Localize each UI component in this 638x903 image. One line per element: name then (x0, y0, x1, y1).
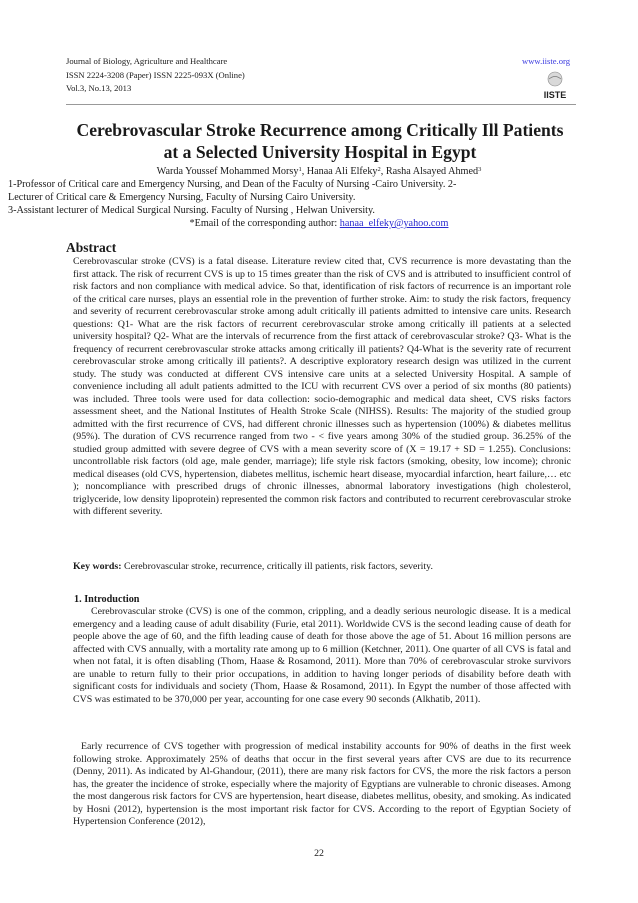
journal-volume: Vol.3, No.13, 2013 (66, 83, 132, 93)
author-3-mark: 3 (478, 166, 482, 173)
author-list (0, 165, 638, 178)
author-1-mark: 1 (298, 166, 302, 173)
abstract-heading: Abstract (66, 240, 117, 255)
author-1: Warda Youssef Mohammed Morsy (156, 166, 299, 177)
page-number: 22 (314, 848, 324, 859)
journal-name: Journal of Biology, Agriculture and Healthcare (66, 56, 228, 66)
keywords (73, 561, 571, 574)
intro-paragraph-2: Early recurrence of CVS together with progression of medical instability accounts for 90% of deaths in the first week following stroke. Approximately 25% of deaths that occur in the first several years after CVS are due to its recurrence (Denny, 2011). As indicated by Al-Ghandour, (2011), there are many risk factors for CVS, the more the risk factors a person has, the greater the incidence of stroke, especially where the majority of Egyptians are vulnerable to chronic diseases. Among the most dangerous risk factors for CVS are hypertension, heart disease, diabetes mellitus, obesity, and smoking. As indicated by Hosni (2012), hypertension is the most important risk factor for CVS. According to the report of Egyptian Society of Hypertension Conference (2012), (73, 741, 571, 827)
abstract-body: Cerebrovascular stroke (CVS) is a fatal disease. Literature review cited that, CVS recurrence is more devastating than the first attack. The risk of recurrent CVS is up to 15 times greater than the risk of CVS and is attributed to insufficient control of risk factors and non compliance with medical advice. So that, identification of risk factors of recurrence is an important role of the critical care nurses, plays an essential role in the prevention of further stroke. Aim: to study the risk factors, frequency and severity of recurrent cerebrovascular stroke among adult critically ill patients admitted to intensive care units. Research questions: Q1- What are the risk factors of recurrent cerebrovascular stroke among critically ill patients at a selected university hospital? Q2- What are the intervals of recurrence from the first attack of cerebrovascular stroke? Q3- What is the frequency of recurrent cerebrovascular stroke attacks among critically ill patients? Q4-What is the severity rate of recurrent cerebrovascular stroke among critically ill patients?. A descriptive exploratory research design was utilized in the current study. The study was conducted at different CVS intensive care units at a selected University Hospital. A sample of convenience including all adult patients admitted to the ICU with recurrent CVS over a period of six months (80 patients) was included. Three tools were used for data collection: socio-demographic and medical data sheet, CVS risks factors assessment sheet, and the National Institutes of Health Stroke Scale (NIHSS). Results: The majority of the studied group admitted with the first recurrence of CVS, had different chronic illnesses such as hypertension (100%) & diabetes mellitus (95%). The duration of CVS recurrence ranged from two - < five years among 30% of the studied group. 36.25% of the studied group admitted with severe degree of CVS with a mean severity score of (X = 19.17 + SD = 1.255). Conclusions: uncontrollable risk factors (old age, male gender, marriage); life style risk factors (smoking, obesity, low income); chronic medical diseases (old CVS, hypertension, diabetes mellitus, ischemic heart disease, myocardial infarction, heart failure,… etc ); noncompliance with prescribed drugs of chronic illnesses, abnormal laboratory investigations (high cholesterol, triglyceride, low density lipoprotein) represented the common risk factors and contributed to recurrent cerebrovascular stroke with different severity. (73, 256, 571, 517)
author-3: , Rasha Alsayed Ahmed (380, 166, 479, 177)
email-link[interactable]: hanaa_elfeky@yahoo.com (339, 218, 449, 229)
keywords-text: Cerebrovascular stroke, recurrence, critically ill patients, risk factors, severity. (121, 561, 433, 572)
affiliation-line-2: Lecturer of Critical care & Emergency Nursing, Faculty of Nursing Cairo University. (8, 192, 356, 203)
title-line-2: at a Selected University Hospital in Egypt (163, 142, 477, 162)
iiste-logo-icon (536, 71, 574, 101)
author-2: , Hanaa Ali Elfeky (301, 166, 378, 177)
affiliation-line-3: 3-Assistant lecturer of Medical Surgical Nursing. Faculty of Nursing , Helwan University. (8, 205, 375, 216)
section-heading-introduction: 1. Introduction (74, 594, 140, 605)
email-prefix: *Email of the corresponding author: (189, 218, 340, 229)
title-line-1: Cerebrovascular Stroke Recurrence among Critically Ill Patients (76, 120, 564, 140)
journal-issn: ISSN 2224-3208 (Paper) ISSN 2225-093X (Online) (66, 69, 245, 80)
journal-url-link[interactable]: www.iiste.org (522, 56, 570, 66)
keywords-label: Key words: (73, 561, 122, 572)
paper-title (30, 119, 610, 163)
logo-text: IISTE (543, 90, 567, 100)
affiliation-line-1: 1-Professor of Critical care and Emergency Nursing, and Dean of the Faculty of Nursing -Cairo University. 2- (8, 179, 457, 190)
corresponding-email (0, 218, 638, 229)
header-rule (66, 104, 576, 105)
journal-info (66, 55, 245, 96)
journal-header (66, 55, 574, 105)
author-2-mark: 2 (377, 166, 381, 173)
intro-paragraph-1: Cerebrovascular stroke (CVS) is one of the common, crippling, and a deadly serious neurologic disease. It is a medical emergency and a leading cause of adult disability (Furie, etal 2011). Worldwide CVS is the second leading cause of death for people above the age of 60, and the fifth leading cause of death for those above the age of 51. About 16 million persons are affected with CVS annually, with a mortality rate among up to 6 million (Ketchner, 2011). One quarter of all CVS is fatal and when not fatal, it is often disabling (Thom, Haase & Rosamond, 2011). More than 70% of cerebrovascular stroke survivors are unable to return fully to their prior occupations, in addition to having longer periods of disability before death with significant costs for individuals and society (Thom, Haase & Rosamond, 2011). In Egypt the number of those affected with CVS was estimated to be 370,000 per year, accounting for one case every 90 seconds (Alkhatib, 2011). (73, 606, 571, 705)
